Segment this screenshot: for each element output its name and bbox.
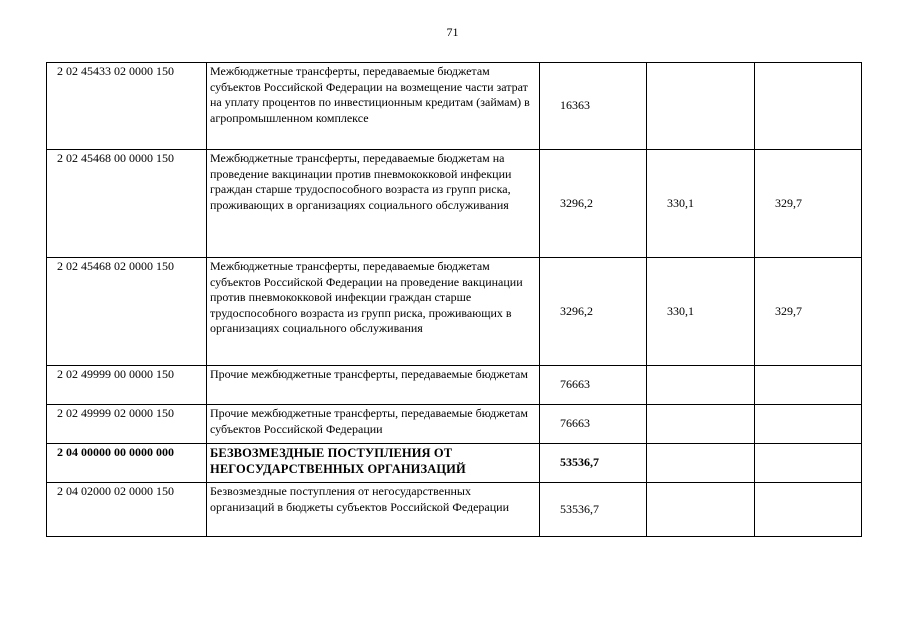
budget-table: [46, 62, 862, 537]
row-name: Прочие межбюджетные трансферты, передаваемые бюджетам субъектов Российской Федерации: [207, 405, 540, 444]
row-value-3: [755, 63, 862, 150]
row-code: 2 04 02000 02 0000 150: [47, 483, 207, 537]
row-value-3: 329,7: [755, 258, 862, 366]
row-value-2: [647, 405, 755, 444]
row-code: 2 02 45468 00 0000 150: [47, 150, 207, 258]
row-value-2: 330,1: [647, 150, 755, 258]
row-value-3: 329,7: [755, 150, 862, 258]
row-code: 2 02 45468 02 0000 150: [47, 258, 207, 366]
page-number: 71: [446, 25, 459, 39]
table-row: [47, 63, 862, 150]
row-value-3: [755, 366, 862, 405]
row-value-2: [647, 444, 755, 483]
row-value-1: 76663: [540, 405, 647, 444]
row-value-3: [755, 483, 862, 537]
row-value-2: [647, 483, 755, 537]
row-code: 2 04 00000 00 0000 000: [47, 444, 207, 483]
row-value-1: 3296,2: [540, 258, 647, 366]
row-value-3: [755, 444, 862, 483]
row-value-3: [755, 405, 862, 444]
row-value-1: 53536,7: [540, 444, 647, 483]
table-row: [47, 444, 862, 483]
row-value-2: 330,1: [647, 258, 755, 366]
row-value-1: 16363: [540, 63, 647, 150]
row-value-1: 3296,2: [540, 150, 647, 258]
table-row: [47, 258, 862, 366]
row-code: 2 02 49999 00 0000 150: [47, 366, 207, 405]
table-row: [47, 405, 862, 444]
row-name: Межбюджетные трансферты, передаваемые бюджетам субъектов Российской Федерации на проведение вакцинации против пневмококковой инфекции граждан старше трудоспособного возраста из групп риска, проживающих в организациях социального обслуживания: [207, 258, 540, 366]
row-name: Безвозмездные поступления от негосударственных организаций в бюджеты субъектов Российской Федерации: [207, 483, 540, 537]
row-name: Межбюджетные трансферты, передаваемые бюджетам субъектов Российской Федерации на возмещение части затрат на уплату процентов по инвестиционным кредитам (займам) в агропромышленном комплексе: [207, 63, 540, 150]
row-code: 2 02 49999 02 0000 150: [47, 405, 207, 444]
row-name: Прочие межбюджетные трансферты, передаваемые бюджетам: [207, 366, 540, 405]
row-code: 2 02 45433 02 0000 150: [47, 63, 207, 150]
table-row: [47, 483, 862, 537]
row-name: БЕЗВОЗМЕЗДНЫЕ ПОСТУПЛЕНИЯ ОТ НЕГОСУДАРСТВЕННЫХ ОРГАНИЗАЦИЙ: [207, 444, 540, 483]
budget-table-body: [47, 63, 862, 537]
table-row: [47, 150, 862, 258]
row-value-1: 53536,7: [540, 483, 647, 537]
row-value-1: 76663: [540, 366, 647, 405]
row-value-2: [647, 63, 755, 150]
row-name: Межбюджетные трансферты, передаваемые бюджетам на проведение вакцинации против пневмококковой инфекции граждан старше трудоспособного возраста из групп риска, проживающих в организациях социального обслуживания: [207, 150, 540, 258]
table-row: [47, 366, 862, 405]
row-value-2: [647, 366, 755, 405]
